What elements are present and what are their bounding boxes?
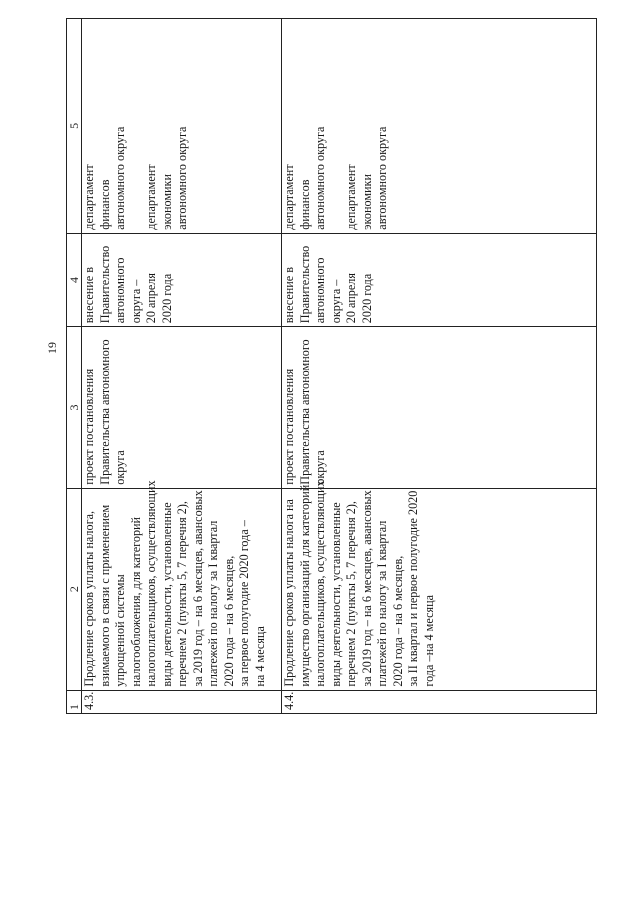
document-line: проект постановления xyxy=(82,368,96,485)
deadline-cell xyxy=(82,233,282,327)
executor-line: автономного округа xyxy=(113,126,127,230)
document-line: округа xyxy=(313,450,327,485)
deadline-line: автономного xyxy=(113,257,127,324)
table-row xyxy=(82,19,282,714)
executor-line: автономного округа xyxy=(175,126,189,230)
deadline-cell xyxy=(282,233,597,327)
measure-line: налогоплательщиков, осуществляющих xyxy=(144,480,158,687)
measure-line: за 2019 год – на 6 месяцев, авансовых xyxy=(190,490,205,687)
measure-line: за 2019 год – на 6 месяцев, авансовых xyxy=(359,490,374,687)
measure-line: года –на 4 месяца xyxy=(421,594,436,687)
measure-cell xyxy=(82,480,282,690)
deadline-line: 2020 года xyxy=(359,273,374,324)
executor-cell xyxy=(82,19,282,234)
executor-line: автономного округа xyxy=(375,126,389,230)
measure-line: Продление сроков уплаты налога на xyxy=(282,499,296,687)
deadline-line: 2020 года xyxy=(159,273,174,324)
document-cell xyxy=(82,327,282,489)
header-cell: 4 xyxy=(67,233,82,327)
measure-line: налогообложения, для категорий xyxy=(128,516,143,687)
deadline-line: округа – xyxy=(128,279,143,324)
deadline-line: 20 апреля xyxy=(144,273,158,324)
measure-line: виды деятельности, установленные xyxy=(328,502,343,687)
measure-line: виды деятельности, установленные xyxy=(159,502,174,687)
measure-line: взимаемого в связи с применением xyxy=(97,504,112,687)
measure-line: 2020 года – на 6 месяцев, xyxy=(221,555,236,687)
deadline-line: округа – xyxy=(328,279,343,324)
deadline-line: внесение в xyxy=(282,266,296,324)
executor-line: департамент xyxy=(144,164,158,230)
header-cell: 5 xyxy=(67,19,82,234)
measure-cell xyxy=(282,480,597,690)
measure-line: 2020 года – на 6 месяцев, xyxy=(390,555,405,687)
executor-cell xyxy=(282,19,597,234)
executor-line: департамент xyxy=(282,164,296,230)
document-line: Правительства автономного xyxy=(97,339,112,485)
measure-line: перечнем 2 (пункты 5, 7 перечня 2), xyxy=(344,501,358,687)
deadline-line: внесение в xyxy=(82,266,96,324)
deadline-line: Правительство xyxy=(97,245,112,324)
measure-line: за II квартал и первое полугодие 2020 xyxy=(406,490,420,687)
measure-line: имущество организаций для категорий xyxy=(297,484,312,687)
row-number: 4.4. xyxy=(282,690,597,713)
deadline-line: автономного xyxy=(313,257,327,324)
measures-table xyxy=(66,18,597,714)
deadline-line: 20 апреля xyxy=(344,273,358,324)
document-line: проект постановления xyxy=(282,368,296,485)
executor-line: экономики xyxy=(159,173,174,230)
table-row xyxy=(282,19,597,714)
executor-line: департамент xyxy=(82,164,96,230)
executor-line: экономики xyxy=(359,173,374,230)
rotated-table-container xyxy=(66,18,597,714)
measure-line: за первое полугодие 2020 года – xyxy=(237,520,251,687)
measure-line: на 4 месяца xyxy=(252,626,267,687)
executor-spacer xyxy=(329,22,345,230)
row-number: 4.3. xyxy=(82,690,282,713)
table-header-row xyxy=(67,19,82,714)
document-cell xyxy=(282,327,597,489)
executor-spacer xyxy=(129,22,145,230)
executor-line: департамент xyxy=(344,164,358,230)
executor-line: финансов xyxy=(297,179,312,230)
executor-line: автономного округа xyxy=(313,126,327,230)
measure-line: налогоплательщиков, осуществляющих xyxy=(313,480,327,687)
document-line: округа xyxy=(113,450,127,485)
measure-line: платежей по налогу за I квартал xyxy=(206,520,220,687)
measure-line: платежей по налогу за I квартал xyxy=(375,520,389,687)
measure-line: упрощенной системы xyxy=(113,574,127,687)
header-cell: 2 xyxy=(67,488,82,690)
deadline-line: Правительство xyxy=(297,245,312,324)
header-cell: 3 xyxy=(67,327,82,489)
document-line: Правительства автономного xyxy=(297,339,312,485)
executor-line: финансов xyxy=(97,179,112,230)
measure-line: перечнем 2 (пункты 5, 7 перечня 2), xyxy=(175,501,189,687)
header-cell: 1 xyxy=(67,690,82,713)
page-number: 19 xyxy=(45,342,59,354)
measure-line: Продление сроков уплаты налога, xyxy=(82,510,96,687)
